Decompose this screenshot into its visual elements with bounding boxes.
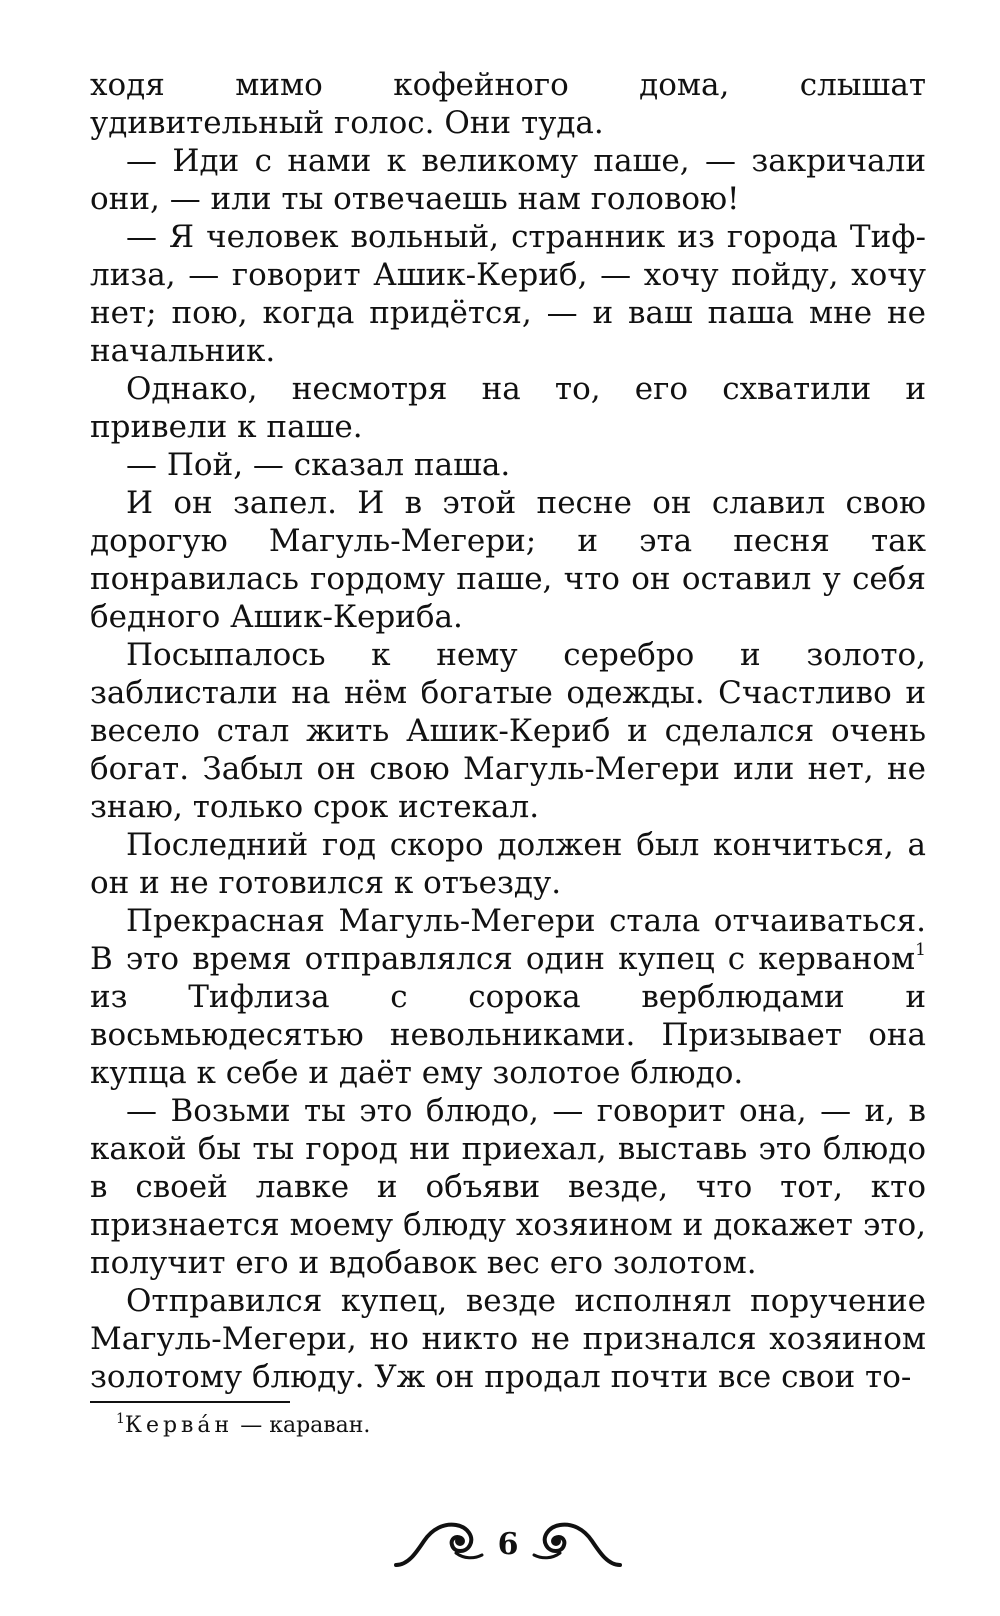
left-swirl-ornament-icon	[394, 1519, 484, 1569]
paragraph-8: Последний год скоро должен был кончиться, а он и не готовился к отъезду.	[90, 827, 926, 901]
footnote-reference: 1	[915, 940, 926, 960]
body-text	[90, 66, 926, 1396]
paragraph-9-after-note: из Тифлиза с сорока верблюдами и восьмьюдесятью невольниками. Призывает она купца к себе и даёт ему золотое блюдо.	[90, 979, 926, 1091]
footnote	[90, 1411, 926, 1441]
paragraph-2: — Иди с нами к великому паше, — закричали они, — или ты отвечаешь нам головою!	[90, 143, 926, 217]
page-folio	[90, 1514, 926, 1574]
footnote-term: Кервáн	[124, 1413, 234, 1438]
paragraph-11: Отправился купец, везде исполнял поручение Магуль-Мегери, но никто не признался хозяином золотому блюду. Уж он продал почти все свои то-	[90, 1283, 926, 1395]
paragraph-10: — Возьми ты это блюдо, — говорит она, — и, в какой бы ты город ни приехал, выставь это блюдо в своей лавке и объяви везде, что тот, кто признается моему блюду хозяином и докажет это, получит его и вдобавок вес его золотом.	[90, 1093, 926, 1281]
book-page	[90, 66, 926, 1616]
paragraph-4: Однако, несмотря на то, его схватили и привели к паше.	[90, 371, 926, 445]
footnote-definition: — караван.	[233, 1413, 371, 1438]
paragraph-7: Посыпалось к нему серебро и золото, заблистали на нём богатые одежды. Счастливо и весело стал жить Ашик-Кериб и сделался очень богат. Забыл он свою Магуль-Мегери или нет, не знаю, только срок истекал.	[90, 637, 926, 825]
paragraph-9	[90, 902, 926, 1092]
right-swirl-ornament-icon	[532, 1519, 622, 1569]
paragraph-3: — Я человек вольный, странник из города Тифлиза, — говорит Ашик-Кериб, — хочу пойду, хочу нет; пою, когда придётся, — и ваш паша мне не начальник.	[90, 219, 926, 369]
paragraph-6: И он запел. И в этой песне он славил свою дорогую Магуль-Мегери; и эта песня так понравилась гордому паше, что он оставил у себя бедного Ашик-Кериба.	[90, 485, 926, 635]
paragraph-5: — Пой, — сказал паша.	[126, 447, 511, 483]
paragraph-9-before-note: Прекрасная Магуль-Мегери стала отчаиваться. В это время отправлялся один купец с керваном	[90, 903, 926, 977]
footnote-separator	[90, 1401, 290, 1403]
footnote-mark: 1	[116, 1411, 125, 1427]
page-number: 6	[497, 1526, 519, 1562]
paragraph-1: ходя мимо кофейного дома, слышат удивительный голос. Они туда.	[90, 67, 926, 141]
